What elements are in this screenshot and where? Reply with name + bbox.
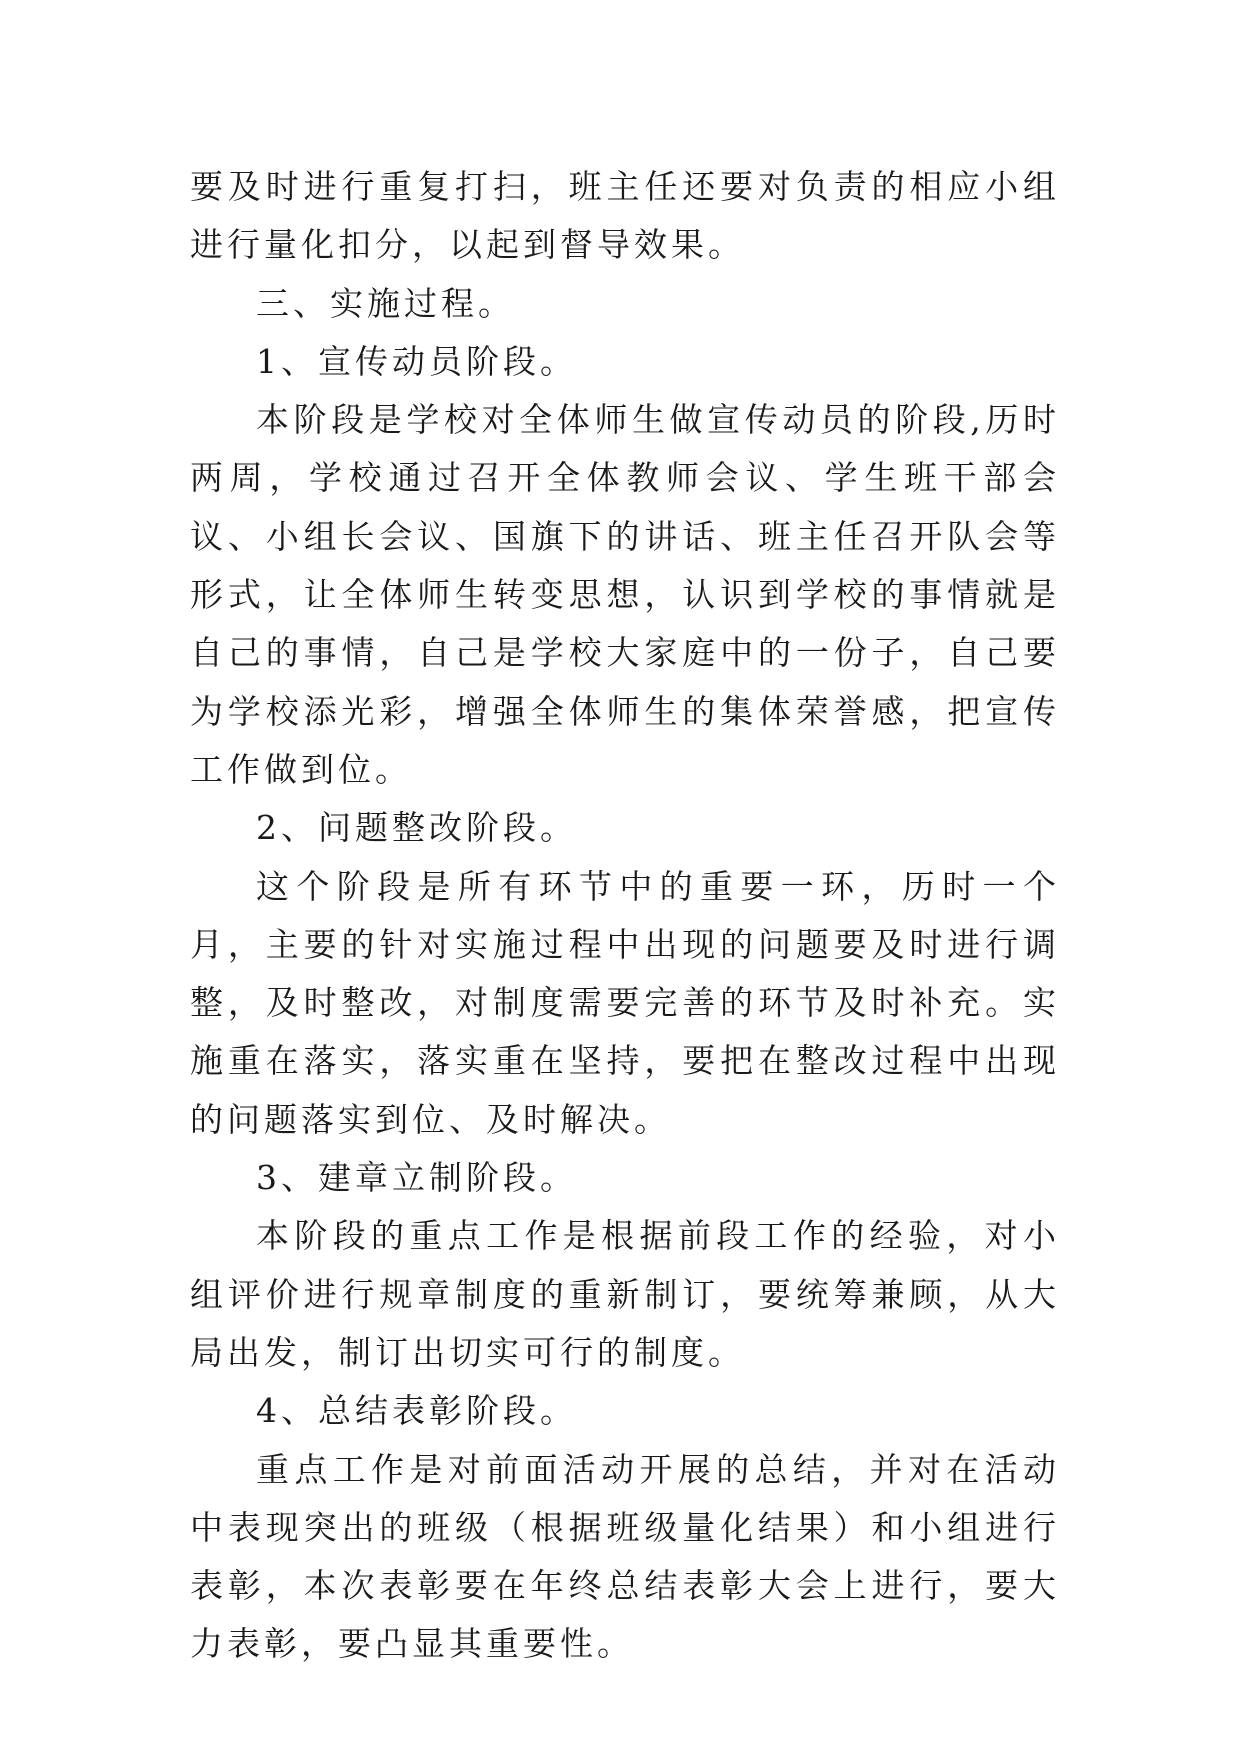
paragraph-stage-1: 本阶段是学校对全体师生做宣传动员的阶段,历时两周，学校通过召开全体教师会议、学生班干部会议、小组长会议、国旗下的讲话、班主任召开队会等形式，让全体师生转变思想，认识到学校的事情就是自己的事情，自己是学校大家庭中的一份子，自己要为学校添光彩，增强全体师生的集体荣誉感，把宣传工作做到位。 xyxy=(190,400,1060,789)
paragraph-stage-4: 重点工作是对前面活动开展的总结，并对在活动中表现突出的班级（根据班级量化结果）和小组进行表彰，本次表彰要在年终总结表彰大会上进行，要大力表彰，要凸显其重要性。 xyxy=(190,1449,1060,1664)
paragraph-continuation: 要及时进行重复打扫，班主任还要对负责的相应小组进行量化扣分，以起到督导效果。 xyxy=(190,167,1060,265)
paragraph-stage-2: 这个阶段是所有环节中的重要一环，历时一个月，主要的针对实施过程中出现的问题要及时进行调整，及时整改，对制度需要完善的环节及时补充。实施重在落实，落实重在坚持，要把在整改过程中出现的问题落实到位、及时解决。 xyxy=(190,866,1060,1139)
paragraph-stage-3: 本阶段的重点工作是根据前段工作的经验，对小组评价进行规章制度的重新制订，要统筹兼顾，从大局出发，制订出切实可行的制度。 xyxy=(190,1216,1060,1372)
stage-heading-1: 1、宣传动员阶段。 xyxy=(256,341,577,381)
stage-heading-4: 4、总结表彰阶段。 xyxy=(256,1391,577,1431)
section-heading-implementation: 三、实施过程。 xyxy=(256,283,515,323)
stage-heading-2: 2、问题整改阶段。 xyxy=(256,808,577,848)
document-body xyxy=(190,158,1060,1674)
stage-heading-3: 3、建章立制阶段。 xyxy=(256,1158,577,1198)
